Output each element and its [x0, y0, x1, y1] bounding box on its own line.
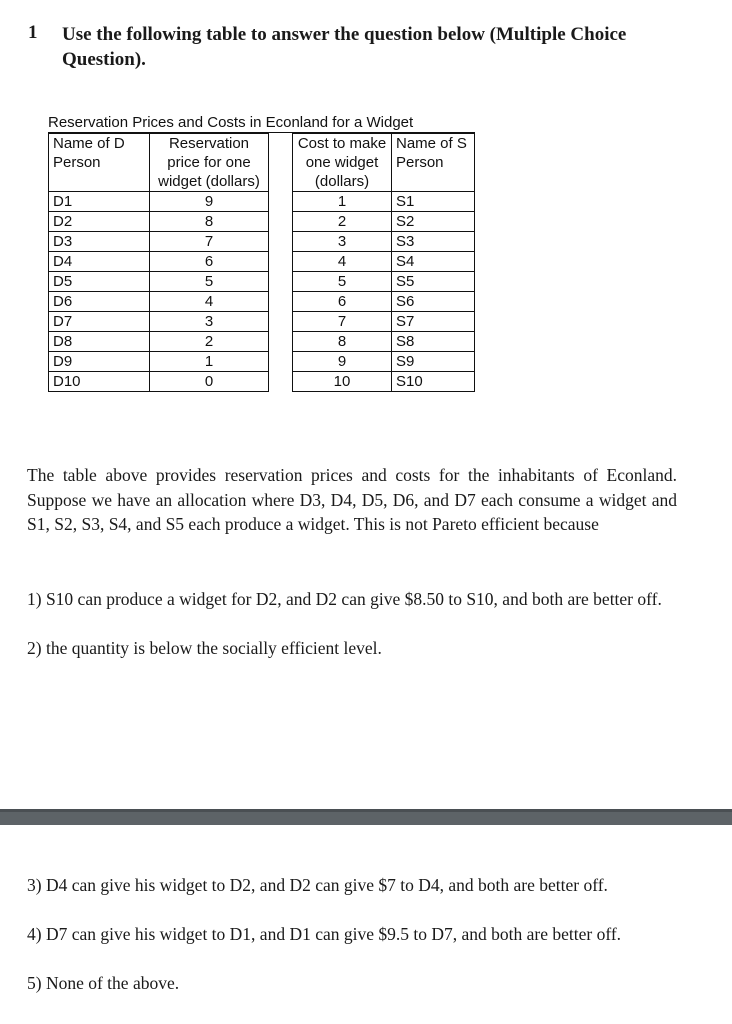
- header-reservation-price: Reservation price for one widget (dollars): [150, 134, 269, 192]
- cell-cost: 6: [293, 292, 392, 312]
- table-row: [293, 212, 475, 232]
- table-row: [293, 352, 475, 372]
- option-4[interactable]: 4) D7 can give his widget to D1, and D1 can give $9.5 to D7, and both are better off.: [27, 924, 622, 944]
- cell-reservation-price: 2: [150, 332, 269, 352]
- table-row: [293, 372, 475, 392]
- cell-reservation-price: 4: [150, 292, 269, 312]
- option-5[interactable]: 5) None of the above.: [27, 973, 180, 993]
- cell-reservation-price: 7: [150, 232, 269, 252]
- cell-s-name: S3: [392, 232, 475, 252]
- cell-cost: 7: [293, 312, 392, 332]
- table-row: [293, 232, 475, 252]
- cell-cost: 3: [293, 232, 392, 252]
- cell-cost: 9: [293, 352, 392, 372]
- cell-d-name: D9: [49, 352, 150, 372]
- cell-cost: 1: [293, 192, 392, 212]
- cell-s-name: S4: [392, 252, 475, 272]
- table-row: [293, 332, 475, 352]
- cell-reservation-price: 8: [150, 212, 269, 232]
- cell-reservation-price: 9: [150, 192, 269, 212]
- cell-cost: 8: [293, 332, 392, 352]
- cell-cost: 4: [293, 252, 392, 272]
- page-divider: [0, 809, 732, 825]
- question-number: 1: [28, 22, 38, 43]
- table-caption: Reservation Prices and Costs in Econland for a Widget: [48, 114, 414, 131]
- question-title: Use the following table to answer the question below (Multiple Choice Question).: [62, 24, 627, 70]
- table-row: [49, 372, 269, 392]
- cell-d-name: D5: [49, 272, 150, 292]
- question-body: The table above provides reservation prices and costs for the inhabitants of Econland. Suppose we have an allocation where D3, D4, D5, D6, and D7 each consume a widget and S1, S2, S3, S4, and S5 each produce a widget. This is not Pareto efficient because: [27, 465, 677, 534]
- cell-d-name: D4: [49, 252, 150, 272]
- table-row: [293, 292, 475, 312]
- cell-s-name: S1: [392, 192, 475, 212]
- cell-cost: 10: [293, 372, 392, 392]
- table-row: [293, 272, 475, 292]
- supply-table: [292, 133, 475, 392]
- cell-reservation-price: 3: [150, 312, 269, 332]
- cell-d-name: D8: [49, 332, 150, 352]
- cell-s-name: S10: [392, 372, 475, 392]
- cell-cost: 5: [293, 272, 392, 292]
- table-row: [49, 212, 269, 232]
- cell-reservation-price: 5: [150, 272, 269, 292]
- cell-reservation-price: 6: [150, 252, 269, 272]
- cell-s-name: S2: [392, 212, 475, 232]
- cell-d-name: D7: [49, 312, 150, 332]
- cell-reservation-price: 0: [150, 372, 269, 392]
- cell-d-name: D6: [49, 292, 150, 312]
- option-3[interactable]: 3) D4 can give his widget to D2, and D2 can give $7 to D4, and both are better off.: [27, 875, 608, 895]
- table-row: [49, 312, 269, 332]
- table-row: [293, 252, 475, 272]
- cell-s-name: S9: [392, 352, 475, 372]
- cell-reservation-price: 1: [150, 352, 269, 372]
- reservation-table: [48, 114, 478, 413]
- cell-d-name: D10: [49, 372, 150, 392]
- table-row: [49, 252, 269, 272]
- cell-d-name: D1: [49, 192, 150, 212]
- table-row: [49, 272, 269, 292]
- table-row: [49, 332, 269, 352]
- cell-s-name: S6: [392, 292, 475, 312]
- table-row: [49, 352, 269, 372]
- cell-s-name: S7: [392, 312, 475, 332]
- table-row: [49, 292, 269, 312]
- table-row: [49, 192, 269, 212]
- header-name-d: Name of D Person: [49, 134, 150, 192]
- demand-table: [48, 133, 269, 392]
- table-row: [293, 312, 475, 332]
- option-1[interactable]: 1) S10 can produce a widget for D2, and D2 can give $8.50 to S10, and both are better off.: [27, 589, 662, 609]
- cell-s-name: S5: [392, 272, 475, 292]
- cell-cost: 2: [293, 212, 392, 232]
- option-2[interactable]: 2) the quantity is below the socially efficient level.: [27, 638, 382, 658]
- table-row: [293, 192, 475, 212]
- header-cost: Cost to make one widget (dollars): [293, 134, 392, 192]
- table-row: [49, 232, 269, 252]
- cell-d-name: D2: [49, 212, 150, 232]
- cell-s-name: S8: [392, 332, 475, 352]
- cell-d-name: D3: [49, 232, 150, 252]
- header-name-s: Name of S Person: [392, 134, 475, 192]
